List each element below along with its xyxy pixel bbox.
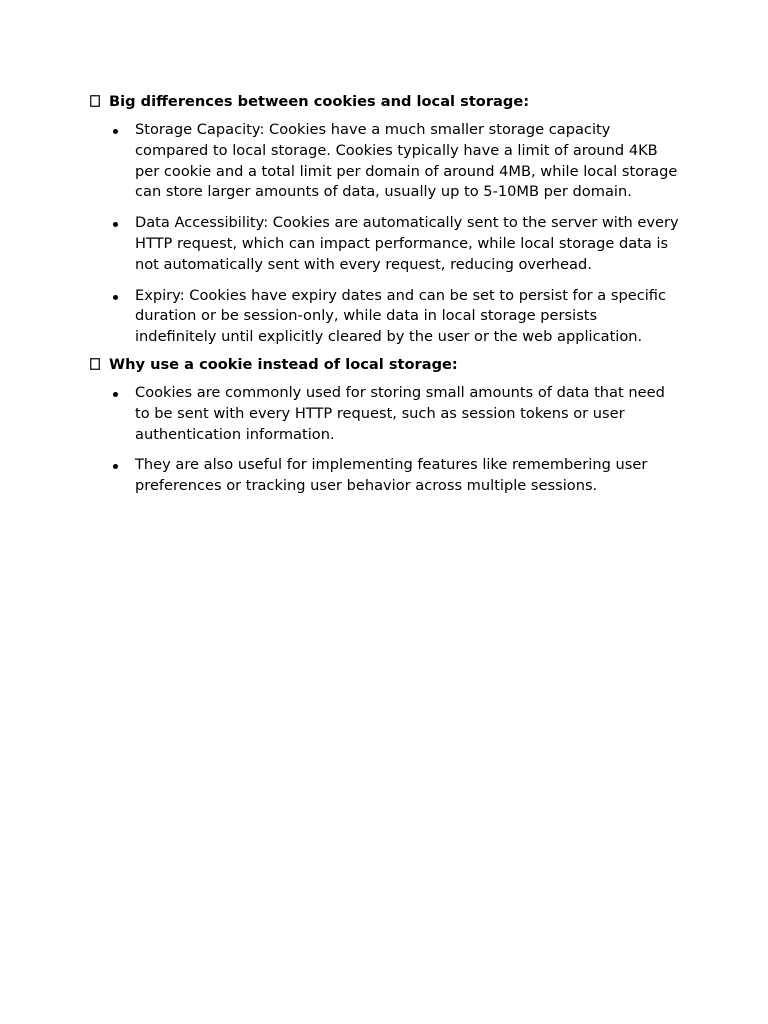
list-item <box>90 213 690 275</box>
section-differences <box>90 91 690 348</box>
bullet-dot-icon <box>113 464 118 469</box>
list-item <box>90 286 690 348</box>
bullet-list <box>90 383 690 497</box>
list-item-text: Data Accessibility: Cookies are automatically sent to the server with every HTTP request, which can impact performance, while local storage data is not automatically sent with every request, reducing overhead. <box>135 214 679 273</box>
bullet-dot-icon <box>113 222 118 227</box>
list-item <box>90 383 690 445</box>
list-item <box>90 120 690 203</box>
list-item-text: Storage Capacity: Cookies have a much smaller storage capacity compared to local storage. Cookies typically have a limit of around 4KB per cookie and a total limit per domain of around 4MB, while local storage can store larger amounts of data, usually up to 5-10MB per domain. <box>135 121 678 201</box>
bullet-list <box>90 120 690 348</box>
list-item-text: Cookies are commonly used for storing small amounts of data that need to be sent with every HTTP request, such as session tokens or user authentication information. <box>135 383 665 443</box>
section-heading-text: Big differences between cookies and local storage: <box>109 93 530 110</box>
missing-glyph-box-icon <box>90 95 100 107</box>
section-why-cookie <box>90 354 690 497</box>
bullet-dot-icon <box>113 129 118 134</box>
list-item-text: They are also useful for implementing features like remembering user preferences or tracking user behavior across multiple sessions. <box>135 456 648 495</box>
missing-glyph-box-icon <box>90 358 100 370</box>
list-item-text: Expiry: Cookies have expiry dates and can be set to persist for a specific duration or be session-only, while data in local storage persists indefinitely until explicitly cleared by the user or the web application. <box>135 286 666 346</box>
section-heading-text: Why use a cookie instead of local storage: <box>109 355 458 373</box>
section-heading <box>90 354 690 375</box>
section-heading <box>90 91 690 112</box>
list-item <box>90 455 690 497</box>
bullet-dot-icon <box>113 392 118 397</box>
document-page <box>90 91 690 503</box>
bullet-dot-icon <box>113 295 118 300</box>
